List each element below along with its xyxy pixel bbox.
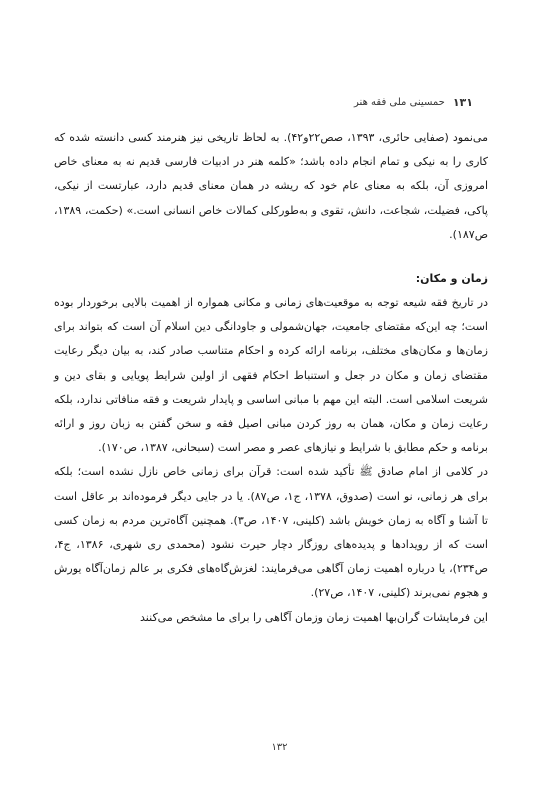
paragraph-3: در کلامی از امام صادق ﷺ تأکید شده است: قرآن برای زمانی خاص نازل نشده است؛ بلکه برای هر زمانی، نو است (صدوق، ۱۳۷۸، ج۱، ص۸۷). یا در جایی دیگر فرموده‌اند بر عاقل است تا آشنا و آگاه به زمان خویش باشد (کلینی، ۱۴۰۷، ص۳). همچنین آگاه‌ترین مردم به زمان کسی است که از رویدادها و پدیده‌های روزگار دچار حیرت نشود (محمدی ری شهری، ۱۳۸۶، ج۴، ص۲۳۴)، یا درباره اهمیت زمان آگاهی می‌فرمایند: لغزش‌گاه‌های فکری بر عالم زمان‌آگاه یورش و هجوم نمی‌برند (کلینی، ۱۴۰۷، ص۲۷). xyxy=(54,465,488,600)
header-page-number: ۱۳۱ xyxy=(452,96,473,109)
footer-page-number: ۱۳۲ xyxy=(271,742,288,753)
paragraph-2: در تاریخ فقه شیعه توجه به موقعیت‌های زمانی و مکانی همواره از اهمیت بالایی برخوردار بوده است؛ چه این‌که مقتضای جامعیت، جهان‌شمولی و جاودانگی دین اسلام آن است که بتواند برای زمان‌ها و مکان‌های مختلف، برنامه ارائه کرده و احکام متناسب صادر کند، به بیان دیگر رعایت مقتضای زمان و مکان در جعل و استنباط احکام فقهی از اولین شرایط پویایی و بقای دین و شریعت اسلامی است. البته این مهم با مبانی اساسی و پایدار شریعت و فقه منافاتی ندارد، بلکه رعایت زمان و مکان، همان به روز کردن مبانی اصیل فقه و سخن گفتن به زبان روز و ارائه برنامه و حکم مطابق با شرایط و نیازهای عصر و مصر است (سبحانی، ۱۳۸۷، ص۱۷۰). xyxy=(54,296,488,455)
body-text xyxy=(54,126,488,630)
section-heading: زمان و مکان: xyxy=(415,272,488,286)
running-title: حمسینی ملی فقه هنر xyxy=(354,97,445,108)
paragraph-4: این فرمایشات گران‌بها اهمیت زمان وزمان آگاهی را برای ما مشخص می‌کنند xyxy=(140,610,488,624)
running-header xyxy=(354,96,473,109)
paragraph-1: می‌نمود (صفایی حائری، ۱۳۹۳، صص۲۲و۴۲). به لحاظ تاریخی نیز هنرمند کسی دانسته شده که کاری را به نیکی و تمام انجام داده باشد؛ «کلمه هنر در ادبیات فارسی قدیم نه به معنای خاص امروزی آن، بلکه به معنای عام خود که ریشه در همان معنای قدیم دارد، عبارتست از نیکی، پاکی، فضیلت، شجاعت، دانش، تقوی و به‌طورکلی کمالات خاص انسانی است.» (حکمت، ۱۳۸۹، ص۱۸۷). xyxy=(54,131,488,241)
